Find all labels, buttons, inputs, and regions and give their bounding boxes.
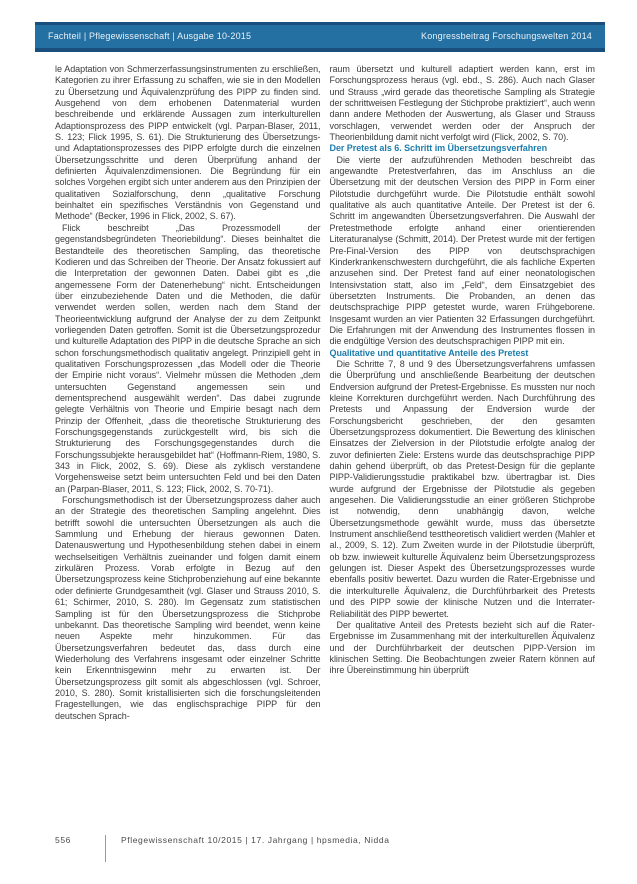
paragraph: Der qualitative Anteil des Pretests bezieht sich auf die Rater-Ergebnisse im Zusammenhang mit der interkulturellen Äquivalenz und der Durchführbarkeit der deutschen PIPP-Version im klinischen Setting. Die Beobachtungen zweier Ratern können auf ihre Übereinstimmung hin überprüft: [329, 619, 595, 676]
paragraph: Die vierte der aufzuführenden Methoden beschreibt das angewandte Pretestverfahren, das im Anschluss an die Übersetzung mit der deutschen Version des PIPP in Form einer Pilotstudie durchgeführt wurde. Die Pilotstudie enthält sowohl qualitative als auch quantitative Anteile. Der Pretest ist der 6. Schritt im angewandten Übersetzungsverfahren. Die Auswahl der Pretestmethode erfolgte anhand einer orientierenden Literaturanalyse (Schmitt, 2014). Der Pretest wurde mit der fertigen Pre-Final-Version des PIPP von deutschsprachigen Kinderkrankenschwestern durchgeführt, die als fachliche Experten anzusehen sind. Der Pretest fand auf einer neonatologischen Intensivstation statt, also im „Feld“, dem Einsatzgebiet des übersetzten Instruments. Die Probanden, an denen das deutschsprachige PIPP getestet wurde, waren Frühgeborene. Insgesamt wurden an vier Patienten 32 Erfassungen durchgeführt. Die Erfahrungen mit der Anwendung des Instrumentes flossen in die endgültige Version des deutschsprachigen PIPP mit ein.: [329, 154, 595, 347]
paragraph: le Adaptation von Schmerzerfassungsinstrumenten zu erschließen, Kategorien zu ihrer Erfassung zu schaffen, wie sie in den Modellen zu Übersetzung und Äquivalenzprüfung des PIPP zu finden sind. Ausgehend von dem erhobenen Datenmaterial wurden beschreibende und erklärende Aussagen zum interkulturellen Adaptionsprozess des PIPP entwickelt (vgl. Parpan-Blaser, 2011, S. 123; Flick 1995, S. 61). Die Strukturierung des Übersetzungs- und Adaptationsprozesses des PIPP erfolgte durch die einzelnen Übersetzungsschritte und deren Überprüfung anhand der definierten Äquivalenzdimensionen. Die Begründung für ein solches Vorgehen ergibt sich unter anderem aus den Prinzipien der qualitativen Sozialforschung, denn „qualitative Forschung beinhaltet ein spezifisches Verständnis von Gegenstand und Methode“ (Becker, 1996 in Flick, 2002, S. 67).: [55, 64, 321, 222]
paragraph: Flick beschreibt „Das Prozessmodell der gegenstandsbegründeten Theoriebildung“. Dieses beinhaltet die Bestandteile des theoretischen Sampling, das theoretische Kodieren und das Schreiben der Theorie. Der Ansatz fokussiert auf die Interpretation der gewonnen Daten. Dabei gibt es „die angemessene Form der Datenerhebung“ nicht. Entscheidungen über einzubeziehende Daten und die Methoden, die dafür verwendet werden sollen, werden nach dem Stand der Theorieentwicklung aufgrund der Analyse der zu dem Zeitpunkt vorliegenden Daten getroffen. Somit ist die Übersetzungsprozedur und kulturelle Adaptation des PIPP in die deutsche Sprache an sich schon forschungsmethodisch qualitativ angelegt. Prinzipiell geht in qualitativen Forschungsprozessen „das Modell oder die Theorie der Empirie nicht voraus“. Vielmehr müssen die Methoden „dem untersuchten Gegenstand angemessen sein und dementsprechend ausgewählt werden“. Das dabei zugrunde gelegte Verhältnis von Theorie und Empirie besagt nach dem Prinzip der Offenheit, „dass die theoretische Strukturierung des Forschungsgegenstands zurückgestellt wird, bis sich die Strukturierung des Forschungsgegenstandes durch die Forschungssubjekte herausgebildet hat“ (Hoffmann-Riem, 1980, S. 343 in Flick, 2002, S. 69). Diese als zyklisch verstandene Vorgehensweise setzt beim untersuchten Feld und bei den Daten an (Parpan-Blaser, 2011, S. 123; Flick, 2002, S. 70-71).: [55, 222, 321, 494]
page-number: 556: [55, 835, 71, 845]
header-bar: [35, 22, 605, 52]
paragraph: Forschungsmethodisch ist der Übersetzungsprozess daher auch an der Strategie des theoretischen Sampling angelehnt. Dies betrifft sowohl die untersuchten Übersetzungen als auch die Sammlung und Erhebung der hieraus gewonnen Daten. Datenauswertung und Hypothesenbildung stehen dabei in einem wechselseitigen Verhältnis zueinander und folgen damit einem zirkulären Prozess. Vorab erfolgte in Bezug auf den Übersetzungsprozess keine Stichprobenziehung auf eine bekannte oder definierte Grundgesamtheit (vgl. Glaser und Strauss 2010, S. 61; Schirmer, 2010, S. 280). Im Gegensatz zum statistischen Sampling ist für den Übersetzungsprozess die Stichprobe unbekannt. Das theoretische Sampling wird beendet, wenn keine neuen Aspekte mehr hinzukommen. Für das Übersetzungsverfahren bedeutet das, dass durch eine Wiederholung des Verfahrens insgesamt oder einzelner Schritte kein Erkenntnisgewinn mehr zu erwarten ist. Der Übersetzungsprozess gilt somit als abgeschlossen (vgl. Schroer, 2010, S. 280). Somit kristallisierten sich die forschungsleitenden Fragestellungen, wie das englischsprachige PIPP für den deutschen Sprach-: [55, 495, 321, 721]
header-right-label: Kongressbeitrag Forschungswelten 2014: [421, 31, 592, 41]
footer-divider: [105, 835, 106, 862]
paragraph: raum übersetzt und kulturell adaptiert werden kann, erst im Forschungsprozess heraus (vgl. ebd., S. 286). Auch nach Glaser und Strauss „wird gerade das theoretische Sampling als Strategie der schrittweisen Festlegung der Stichprobe praktiziert“, auch wenn dann andere Methoden der Auswertung, als Glaser und Strauss vorschlagen, verwendet werden oder der Anspruch der Theorienbildung damit nicht verfolgt wird (Flick, 2002, S. 70).: [329, 64, 595, 143]
section-heading: Der Pretest als 6. Schritt im Übersetzungsverfahren: [329, 143, 548, 154]
journal-info: Pflegewissenschaft 10/2015 | 17. Jahrgang | hpsmedia, Nidda: [121, 835, 390, 845]
header-left-label: Fachteil | Pflegewissenschaft | Ausgabe 10-2015: [48, 31, 252, 41]
paragraph: Die Schritte 7, 8 und 9 des Übersetzungsverfahrens umfassen die Überprüfung und anschließende Bearbeitung der deutschen Endversion aufgrund der Pretest-Ergebnisse. Es mussten nur noch kleine Korrekturen durchgeführt werden. Nach Durchführung des Pretests und Anpassung der Endversion wurde der Forschungsbericht geschrieben, der den gesamten Übersetzungsprozess dokumentiert. Die Bewertung des klinischen Einsatzes der Zielversion in der Pilotstudie erfolgte analog der zuvor definierten Ziele: Erstens wurde das deutschsprachige PIPP dahin gehend überprüft, ob das Pretest-Design für die geplante PIPP-Validierungsstudie praktikabel bzw. übertragbar ist. Dies wurde aufgrund der Ergebnisse der Pilotstudie als gegeben angesehen. Die Validierungsstudie an einer größeren Stichprobe ist notwendig, denn unabhängig davon, welche Übersetzungsmethode gewählt wurde, muss das übersetzte Instrument anschließend testtheoretisch validiert werden (Mahler et al., 2009, S. 12). Zum Zweiten wurde in der Pilotstudie überprüft, ob bzw. inwieweit kulturelle Äquivalenz beim Übersetzungsprozess gelungen ist. Dieser Aspekt des Übersetzungsprozesses wurde ebenfalls positiv bewertet. Dazu wurden die Rater-Ergebnisse und die interkulturelle Äquivalenz, die Durchführbarkeit des Pretests und des PIPP sowie der klinische Nutzen und die Interrater-Reliabilität des PIPP bewertet.: [329, 358, 595, 619]
left-column: [55, 64, 321, 722]
section-heading: Qualitative und quantitative Anteile des Pretest: [329, 347, 529, 358]
footer: [55, 835, 595, 862]
article-body: [55, 64, 595, 722]
right-column: [330, 64, 596, 722]
